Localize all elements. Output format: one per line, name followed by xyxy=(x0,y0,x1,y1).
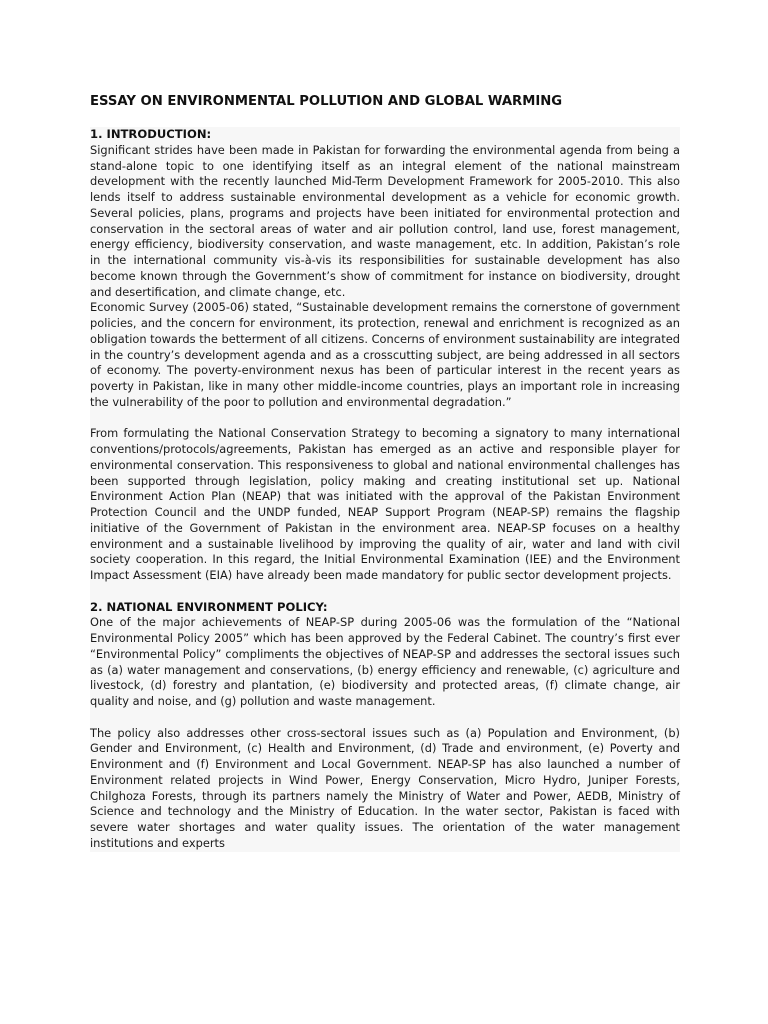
paragraph: One of the major achievements of NEAP-SP during 2005-06 was the formulation of the “National Environmental Policy 2005” which has been approved by the Federal Cabinet. The country’s first ever “Environmental Policy” compliments the objectives of NEAP-SP and addresses the sectoral issues such as (a) water management and conservations, (b) energy efficiency and renewable, (c) agriculture and livestock, (d) forestry and plantation, (e) biodiversity and protected areas, (f) climate change, air quality and noise, and (g) pollution and waste management. xyxy=(90,615,680,708)
paragraph: Significant strides have been made in Pakistan for forwarding the environmental agenda from being a stand-alone topic to one identifying itself as an integral element of the national mainstream development with the recently launched Mid-Term Development Framework for 2005-2010. This also lends itself to address sustainable environmental development as a vehicle for economic growth. Several policies, plans, programs and projects have been initiated for environmental protection and conservation in the sectoral areas of water and air pollution control, land use, forest management, energy efficiency, biodiversity conservation, and waste management, etc. In addition, Pakistan’s role in the international community vis-à-vis its responsibilities for sustainable development has also become known through the Government’s show of commitment for instance on biodiversity, drought and desertification, and climate change, etc. xyxy=(90,142,680,299)
section-heading: 1. INTRODUCTION: xyxy=(90,127,212,141)
document-title: ESSAY ON ENVIRONMENTAL POLLUTION AND GLOBAL WARMING xyxy=(90,94,563,109)
section-national-environment-policy xyxy=(90,600,680,852)
section-heading: 2. NATIONAL ENVIRONMENT POLICY: xyxy=(90,599,328,614)
document-body xyxy=(90,127,680,852)
paragraph: Economic Survey (2005-06) stated, “Sustainable development remains the cornerstone of government policies, and the concern for environment, its protection, renewal and enrichment is recognized as an obligation towards the betterment of all citizens. Concerns of environment sustainability are integrated in the country’s development agenda and as a crosscutting subject, are being addressed in all sectors of economy. The poverty-environment nexus has been of particular interest in the recent years as poverty in Pakistan, like in many other middle-income countries, plays an important role in increasing the vulnerability of the poor to pollution and environmental degradation.” xyxy=(90,300,680,409)
paragraph: From formulating the National Conservation Strategy to becoming a signatory to many international conventions/protocols/agreements, Pakistan has emerged as an active and responsible player for environmental conservation. This responsiveness to global and national environmental challenges has been supported through legislation, policy making and creating institutional set up. National Environment Action Plan (NEAP) that was initiated with the approval of the Pakistan Environment Protection Council and the UNDP funded, NEAP Support Program (NEAP-SP) remains the flagship initiative of the Government of Pakistan in the environment area. NEAP-SP focuses on a healthy environment and a sustainable livelihood by improving the quality of air, water and land with civil society cooperation. In this regard, the Initial Environmental Examination (IEE) and the Environment Impact Assessment (EIA) have already been made mandatory for public sector development projects. xyxy=(90,426,680,582)
paragraph: The policy also addresses other cross-sectoral issues such as (a) Population and Environment, (b) Gender and Environment, (c) Health and Environment, (d) Trade and environment, (e) Poverty and Environment and (f) Environment and Local Government. NEAP-SP has also launched a number of Environment related projects in Wind Power, Energy Conservation, Micro Hydro, Juniper Forests, Chilghoza Forests, through its partners namely the Ministry of Water and Power, AEDB, Ministry of Science and technology and the Ministry of Education. In the water sector, Pakistan is faced with severe water shortages and water quality issues. The orientation of the water management institutions and experts xyxy=(90,725,680,850)
section-introduction xyxy=(90,127,680,584)
